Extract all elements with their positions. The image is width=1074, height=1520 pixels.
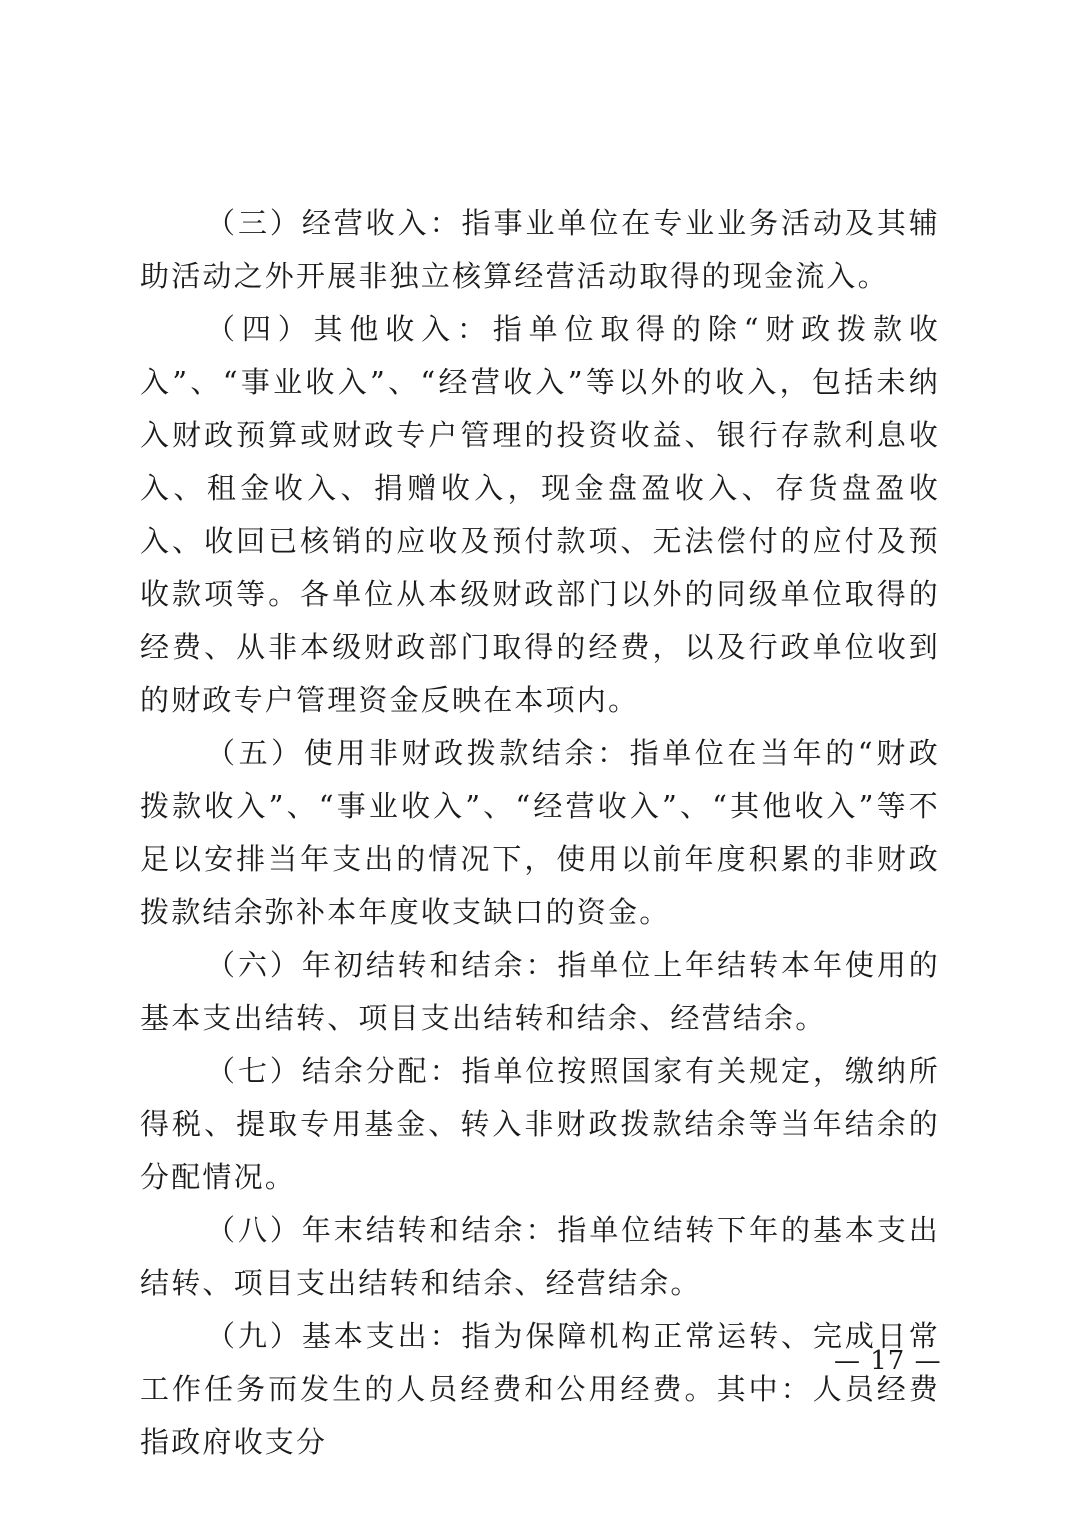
- page-number: — 17 —: [834, 1346, 942, 1376]
- paragraph-operating-income: （三）经营收入：指事业单位在专业业务活动及其辅助活动之外开展非独立核算经营活动取得的现金流入。: [140, 206, 940, 293]
- paragraph-non-fiscal-surplus: （五）使用非财政拨款结余：指单位在当年的“财政拨款收入”、“事业收入”、“经营收入”、“其他收入”等不足以安排当年支出的情况下，使用以前年度积累的非财政拨款结余弥补本年度收支缺口的资金。: [140, 736, 940, 929]
- paragraph-surplus-distribution: （七）结余分配：指单位按照国家有关规定，缴纳所得税、提取专用基金、转入非财政拨款结余等当年结余的分配情况。: [140, 1054, 940, 1194]
- paragraph-basic-expenditure: （九）基本支出：指为保障机构正常运转、完成日常工作任务而发生的人员经费和公用经费。其中：人员经费指政府收支分: [140, 1319, 940, 1459]
- paragraph-other-income: （四）其他收入：指单位取得的除“财政拨款收入”、“事业收入”、“经营收入”等以外的收入，包括未纳入财政预算或财政专户管理的投资收益、银行存款利息收入、租金收入、捐赠收入，现金盘盈收入、存货盘盈收入、收回已核销的应收及预付款项、无法偿付的应付及预收款项等。各单位从本级财政部门以外的同级单位取得的经费、从非本级财政部门取得的经费，以及行政单位收到的财政专户管理资金反映在本项内。: [140, 312, 940, 717]
- paragraph-opening-carryover: （六）年初结转和结余：指单位上年结转本年使用的基本支出结转、项目支出结转和结余、经营结余。: [140, 948, 940, 1035]
- paragraph-closing-carryover: （八）年末结转和结余：指单位结转下年的基本支出结转、项目支出结转和结余、经营结余。: [140, 1213, 940, 1300]
- document-body: [140, 197, 940, 1469]
